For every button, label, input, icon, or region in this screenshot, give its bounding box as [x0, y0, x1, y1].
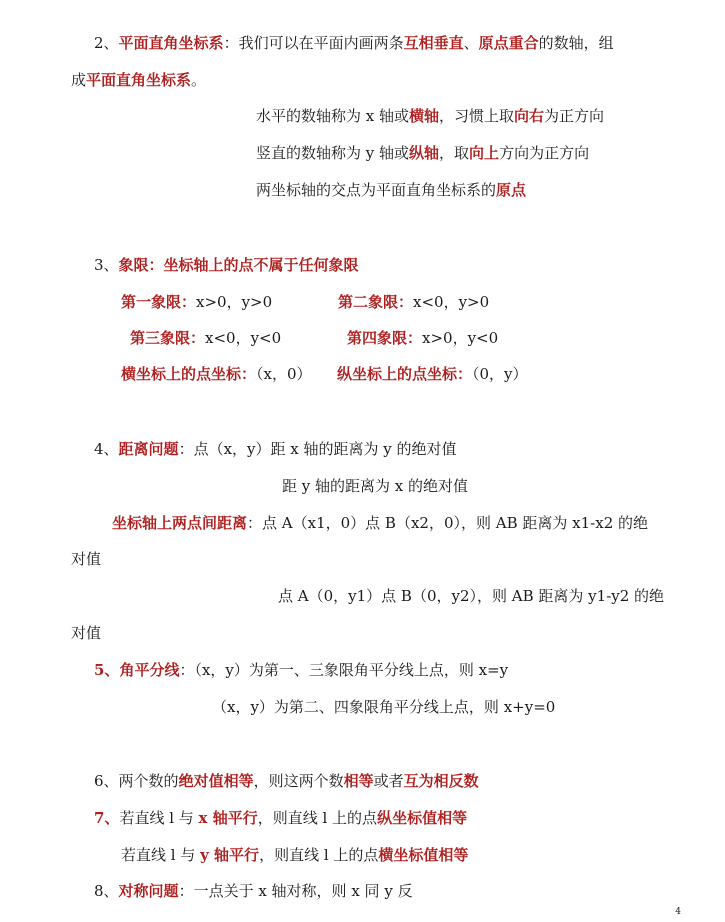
detail-text: 两坐标轴的交点为平面直角坐标系的 [256, 181, 497, 199]
section-5-line-2 [212, 697, 555, 717]
section-6-text: 两个数的 [118, 772, 179, 790]
section-5-number: 5、 [94, 661, 120, 679]
section-7-keyword-y-parallel: y 轴平行 [200, 846, 260, 864]
quadrant-1 [121, 292, 272, 312]
section-4-y-distance-text: 距 y 轴的距离为 x 的绝对值 [282, 477, 469, 495]
section-6-number: 6、 [94, 772, 119, 790]
section-6-keyword-abs-equal: 绝对值相等 [178, 772, 254, 790]
section-3-heading [94, 255, 359, 275]
keyword-up: 向上 [469, 144, 500, 162]
section-7-text: 若直线 l 与 [119, 809, 199, 827]
quadrant-3 [130, 328, 281, 348]
section-2-text-end: 的数轴，组 [538, 34, 614, 52]
quadrant-1-condition: x>0，y>0 [196, 293, 273, 311]
section-2-heading [94, 33, 614, 53]
quadrant-4 [347, 328, 498, 348]
section-6-keyword-equal: 相等 [343, 772, 374, 790]
section-2-term: 平面直角坐标系 [118, 34, 224, 52]
detail-text: 方向为正方向 [499, 144, 590, 162]
section-2-detail-origin [256, 180, 526, 200]
section-7-heading [94, 808, 467, 828]
section-3-title: 象限：坐标轴上的点不属于任何象限 [118, 256, 359, 274]
section-5-term: 角平分线 [119, 661, 180, 679]
section-4-wrap-2 [71, 623, 101, 643]
section-4-number: 4、 [94, 440, 119, 458]
section-2-continuation [71, 70, 206, 90]
section-2-cont-prefix: 成 [71, 71, 87, 89]
keyword-right: 向右 [514, 107, 545, 125]
section-3-number: 3、 [94, 256, 119, 274]
section-8-term: 对称问题 [118, 882, 179, 900]
section-5-text: ：（x，y）为第一、三象限角平分线上点，则 x=y [179, 661, 509, 679]
section-4-heading [94, 439, 457, 459]
section-2-keyword-perpendicular: 互相垂直 [403, 34, 464, 52]
quadrant-4-label: 第四象限： [347, 329, 423, 347]
section-4-text: ：点（x，y）距 x 轴的距离为 y 的绝对值 [178, 440, 457, 458]
page-number: 4 [675, 907, 681, 917]
section-4-term: 距离问题 [118, 440, 179, 458]
keyword-horizontal-axis: 横轴 [409, 107, 440, 125]
section-2-text-sep: 、 [463, 34, 479, 52]
x-axis-point-value: （x，0） [256, 365, 312, 383]
detail-text: 为正方向 [544, 107, 605, 125]
quadrant-4-condition: x>0，y<0 [422, 329, 499, 347]
quadrant-2-label: 第二象限： [338, 293, 414, 311]
section-4-axis-distance-text: ：点 A（x1，0）点 B（x2，0），则 AB 距离为 x1-x2 的绝 [247, 514, 649, 532]
section-5-line-2-text: （x，y）为第二、四象限角平分线上点，则 x+y=0 [212, 698, 556, 716]
y-axis-point-value: （0，y） [472, 365, 528, 383]
section-6-keyword-opposite: 互为相反数 [403, 772, 479, 790]
x-axis-point-label: 横坐标上的点坐标： [121, 365, 257, 383]
quadrant-3-label: 第三象限： [130, 329, 206, 347]
keyword-vertical-axis: 纵轴 [409, 144, 440, 162]
detail-text: 竖直的数轴称为 y 轴或 [256, 144, 410, 162]
section-4-axis-distance [112, 513, 648, 533]
section-7-number: 7、 [94, 809, 120, 827]
section-4-y-distance [282, 476, 468, 496]
section-7-keyword-y-equal: 纵坐标值相等 [377, 809, 468, 827]
axis-points-y [337, 364, 528, 384]
section-2-cont-term: 平面直角坐标系 [86, 71, 192, 89]
quadrant-2-condition: x<0，y>0 [413, 293, 490, 311]
section-4-wrap-2-text: 对值 [71, 624, 102, 642]
section-5-heading [94, 660, 508, 680]
section-4-wrap-1-text: 对值 [71, 550, 102, 568]
detail-text: 水平的数轴称为 x 轴或 [256, 107, 409, 125]
section-7-text: ，则直线 l 上的点 [257, 809, 378, 827]
section-8-number: 8、 [94, 882, 119, 900]
section-6-heading [94, 771, 479, 791]
section-8-heading [94, 881, 413, 901]
y-axis-point-label: 纵坐标上的点坐标： [337, 365, 473, 383]
axis-points [121, 364, 312, 384]
section-4-y-axis-distance-text: 点 A（0，y1）点 B（0，y2），则 AB 距离为 y1-y2 的绝 [278, 587, 665, 605]
section-7-keyword-x-equal: 横坐标值相等 [378, 846, 469, 864]
section-2-detail-y-axis [256, 143, 589, 163]
detail-text: ，习惯上取 [439, 107, 515, 125]
section-7-text: ，则直线 l 上的点 [259, 846, 379, 864]
quadrant-2 [338, 292, 489, 312]
section-4-term-2: 坐标轴上两点间距离 [112, 514, 248, 532]
section-8-text: ：一点关于 x 轴对称，则 x 同 y 反 [178, 882, 413, 900]
section-2-cont-suffix: 。 [191, 71, 207, 89]
section-6-text: 或者 [373, 772, 404, 790]
section-7-line-2 [121, 845, 468, 865]
quadrant-3-condition: x<0，y<0 [205, 329, 282, 347]
quadrant-1-label: 第一象限： [121, 293, 197, 311]
keyword-origin: 原点 [496, 181, 527, 199]
section-6-text: ，则这两个数 [253, 772, 344, 790]
section-4-wrap-1 [71, 549, 101, 569]
section-2-number: 2、 [94, 34, 119, 52]
section-2-keyword-origin: 原点重合 [478, 34, 539, 52]
detail-text: ，取 [439, 144, 470, 162]
section-7-keyword-x-parallel: x 轴平行 [198, 809, 258, 827]
section-7-text: 若直线 l 与 [121, 846, 201, 864]
section-2-detail-x-axis [256, 106, 604, 126]
section-2-text: ：我们可以在平面内画两条 [223, 34, 404, 52]
section-4-y-axis-distance [278, 586, 664, 606]
